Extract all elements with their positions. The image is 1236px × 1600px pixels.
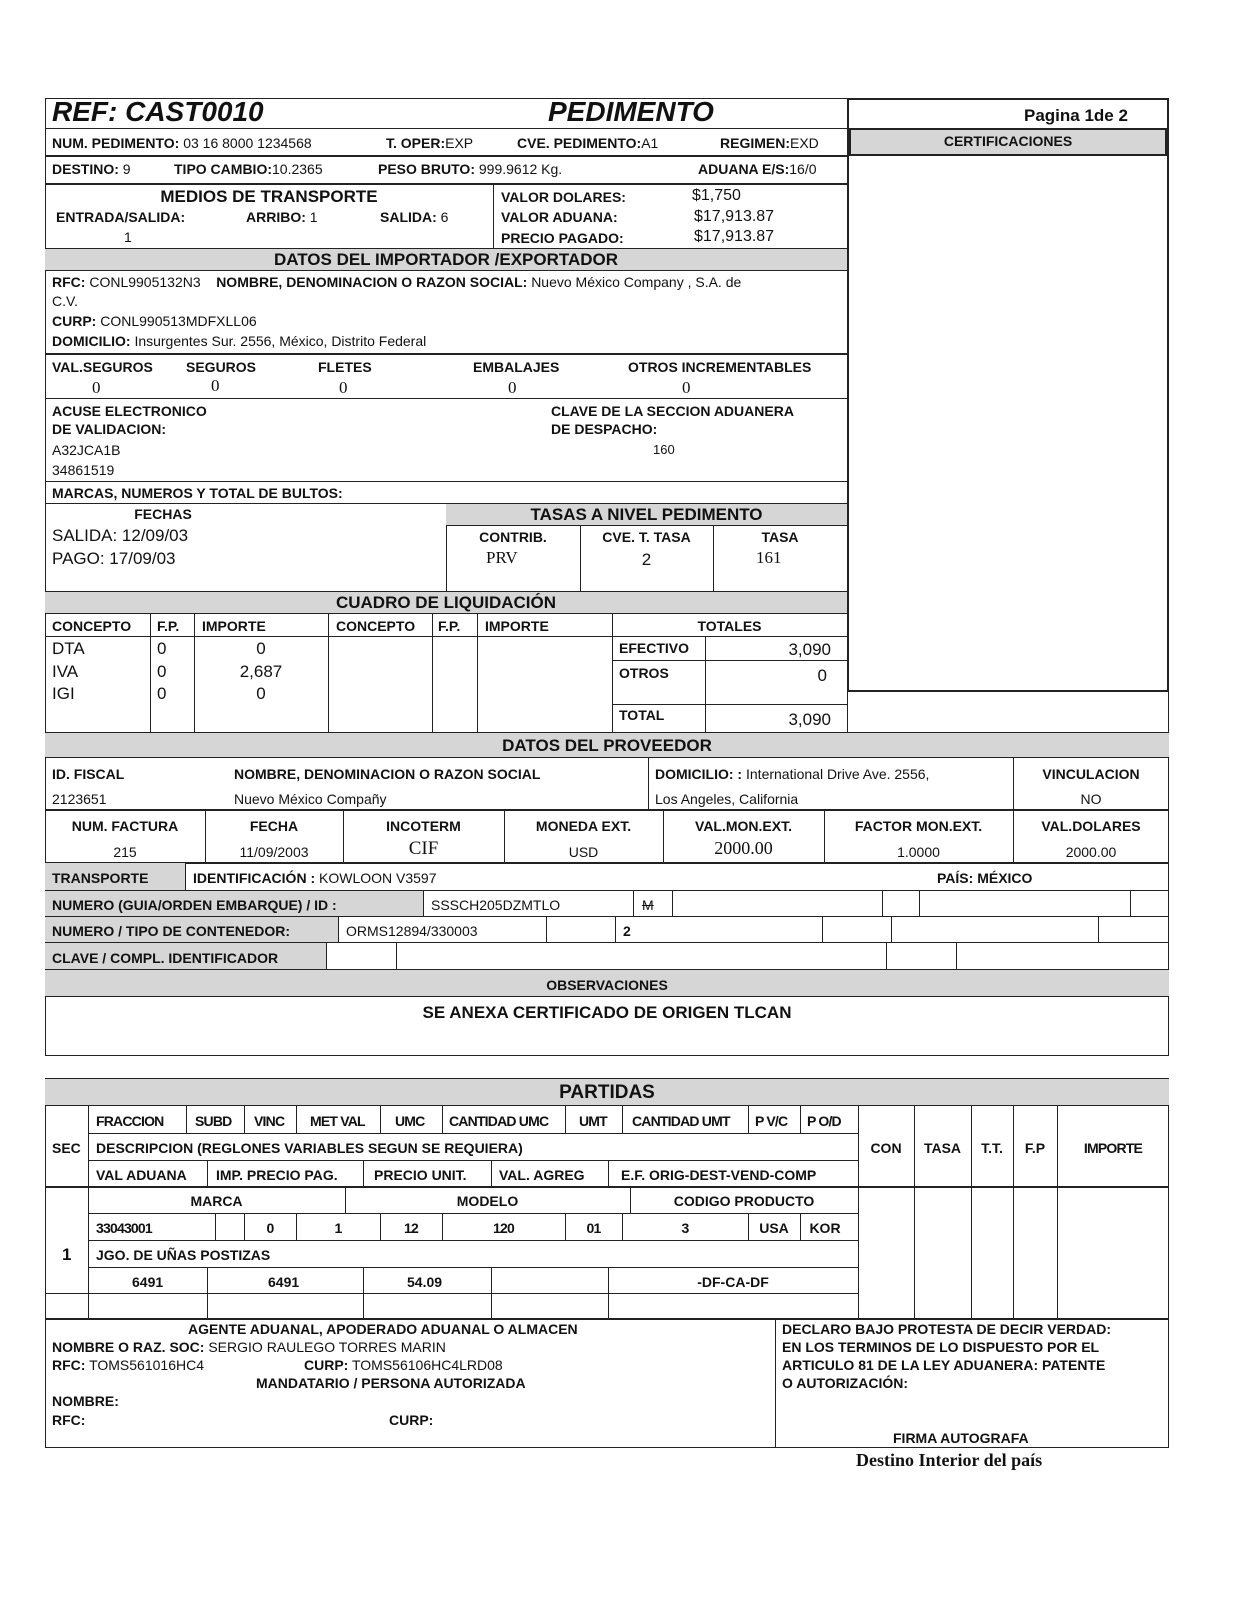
partidas-h-ef-orig: E.F. ORIG-DEST-VEND-COMP <box>621 1167 817 1183</box>
liq-row-fp: 0 <box>157 662 167 681</box>
contrib-value: PRV <box>486 548 518 567</box>
observaciones-title: OBSERVACIONES <box>546 977 668 993</box>
peso-bruto: PESO BRUTO: 999.9612 Kg. <box>378 161 563 177</box>
partidas-h-tt: T.T. <box>981 1140 1003 1156</box>
partida-cantidad-umc: 120 <box>493 1220 514 1236</box>
rule <box>328 614 329 732</box>
contenedor-tipo: 2 <box>623 923 631 939</box>
fletes-value: 0 <box>339 378 348 397</box>
agente-rfc: RFC: TOMS561016HC4 <box>52 1357 204 1373</box>
partidas-h-sec: SEC <box>52 1140 81 1156</box>
partida-umc: 12 <box>404 1220 418 1236</box>
rule <box>45 128 847 129</box>
rule <box>338 916 339 942</box>
liq-row-importe: 2,687 <box>239 662 283 681</box>
partida-pod: KOR <box>809 1220 841 1236</box>
importador-title: DATOS DEL IMPORTADOR /EXPORTADOR <box>273 250 619 269</box>
partida-imp-precio: 6491 <box>268 1274 300 1290</box>
factura-num-label: NUM. FACTURA <box>71 818 179 834</box>
rule <box>45 481 847 482</box>
val-dolares-value: 2000.00 <box>1065 844 1117 860</box>
liq-row-importe: 0 <box>256 684 266 703</box>
left-col-border <box>847 98 848 732</box>
rule <box>1013 1106 1014 1318</box>
partida-fraccion: 33043001 <box>96 1220 152 1236</box>
rule <box>971 1106 972 1318</box>
rule <box>1057 1106 1058 1318</box>
liq-h-importe-1: IMPORTE <box>202 618 266 634</box>
rule <box>45 353 847 355</box>
acuse-value-2: 34861519 <box>52 462 115 478</box>
rule <box>432 614 433 732</box>
rule <box>207 1267 208 1318</box>
rule <box>45 155 847 157</box>
partidas-h-cantidad-umc: CANTIDAD UMC <box>449 1113 549 1129</box>
rule <box>186 1106 187 1133</box>
importador-domicilio: DOMICILIO: Insurgentes Sur. 2556, México, Distrito Federal <box>52 333 427 349</box>
declaro-line-3: ARTICULO 81 DE LA LEY ADUANERA: PATENTE <box>782 1357 1106 1373</box>
val-seguros-label: VAL.SEGUROS <box>52 359 153 375</box>
incoterm-value: CIF <box>408 838 439 859</box>
regimen: REGIMEN:EXD <box>720 135 819 151</box>
prov-nombre-label: NOMBRE, DENOMINACION O RAZON SOCIAL <box>234 766 541 782</box>
acuse-label-1: ACUSE ELECTRONICO <box>52 403 207 419</box>
val-mon-ext-label: VAL.MON.EXT. <box>695 818 792 834</box>
cve-t-tasa-label: CVE. T. TASA <box>602 529 691 545</box>
partida-cantidad-umt: 3 <box>681 1220 689 1236</box>
salida: SALIDA: 6 <box>380 209 449 225</box>
rule <box>615 916 616 942</box>
partidas-h-tasa: TASA <box>923 1140 962 1156</box>
prov-domicilio: DOMICILIO: : International Drive Ave. 2556, <box>655 766 930 782</box>
guia-tipo: M <box>642 897 654 913</box>
rule <box>207 1160 208 1186</box>
rule <box>1098 916 1099 942</box>
fletes-label: FLETES <box>318 359 372 375</box>
val-mon-ext-value: 2000.00 <box>714 838 773 858</box>
id-fiscal-value: 2123651 <box>52 791 107 807</box>
liq-row-importe: 0 <box>256 639 266 658</box>
seguros-value: 0 <box>211 376 220 395</box>
partida-sec: 1 <box>62 1245 72 1264</box>
efectivo-value: 3,090 <box>788 640 831 659</box>
mandatario-curp-label: CURP: <box>389 1412 434 1428</box>
rule <box>493 183 494 248</box>
rule <box>244 1106 245 1133</box>
embalajes-label: EMBALAJES <box>473 359 560 375</box>
marcas-label: MARCAS, NUMEROS Y TOTAL DE BULTOS: <box>52 485 343 501</box>
rule <box>380 1106 381 1133</box>
otros-label: OTROS <box>619 665 669 681</box>
liq-h-concepto-2: CONCEPTO <box>336 618 416 634</box>
partidas-h-umc: UMC <box>395 1113 425 1129</box>
cve-pedimento: CVE. PEDIMENTO:A1 <box>517 135 659 151</box>
clave-seccion-label-1: CLAVE DE LA SECCION ADUANERA <box>551 403 794 419</box>
total-value: 3,090 <box>788 710 831 729</box>
rule <box>633 890 634 916</box>
declaro-line-2: EN LOS TERMINOS DE LO DISPUESTO POR EL <box>782 1339 1100 1355</box>
valor-aduana-label: VALOR ADUANA: <box>501 209 618 225</box>
valor-aduana: $17,913.87 <box>694 208 775 225</box>
partida-precio-unit: 54.09 <box>407 1274 443 1290</box>
liq-row-fp: 0 <box>157 684 167 703</box>
liq-h-concepto-1: CONCEPTO <box>52 618 132 634</box>
rule <box>442 1106 443 1133</box>
rule <box>215 1213 216 1240</box>
rule <box>423 890 424 916</box>
partidas-h-codigo: CODIGO PRODUCTO <box>673 1193 815 1209</box>
mandatario-nombre-label: NOMBRE: <box>52 1393 119 1409</box>
factor-mon-ext-label: FACTOR MON.EXT. <box>854 818 983 834</box>
liq-h-fp-1: F.P. <box>157 618 180 634</box>
contenedor-label: NUMERO / TIPO DE CONTENEDOR: <box>52 923 291 939</box>
guia-value: SSSCH205DZMTLO <box>431 897 561 913</box>
page-number: Pagina 1de 2 <box>1024 106 1128 125</box>
rule <box>45 809 1169 811</box>
liq-h-importe-2: IMPORTE <box>485 618 549 634</box>
prov-domicilio-2: Los Angeles, California <box>655 791 799 807</box>
agente-nombre: NOMBRE O RAZ. SOC: SERGIO RAULEGO TORRES MARIN <box>52 1339 446 1355</box>
acuse-value-1: A32JCA1B <box>52 442 121 458</box>
liq-h-fp-2: F.P. <box>438 618 461 634</box>
rule <box>612 704 847 705</box>
total-label: TOTAL <box>619 707 665 723</box>
factura-fecha-label: FECHA <box>249 818 299 834</box>
rule <box>88 1213 858 1214</box>
partida-descripcion: JGO. DE UÑAS POSTIZAS <box>96 1247 271 1263</box>
contenedor-value: ORMS12894/330003 <box>346 923 478 939</box>
partidas-h-precio-unit: PRECIO UNIT. <box>374 1167 467 1183</box>
observaciones-text: SE ANEXA CERTIFICADO DE ORIGEN TLCAN <box>422 1003 792 1022</box>
rule <box>363 1160 364 1186</box>
tasas-title: TASAS A NIVEL PEDIMENTO <box>530 505 763 524</box>
otros-value: 0 <box>817 666 827 685</box>
partidas-h-pod: P O/D <box>807 1113 841 1129</box>
liquidacion-title: CUADRO DE LIQUIDACIÓN <box>335 593 557 612</box>
val-dolares-label: VAL.DOLARES <box>1041 818 1141 834</box>
medios-transporte-title: MEDIOS DE TRANSPORTE <box>160 187 378 206</box>
partidas-h-subd: SUBD <box>195 1113 232 1129</box>
efectivo-label: EFECTIVO <box>619 640 690 656</box>
rule <box>45 862 1169 864</box>
partidas-h-cantidad-umt: CANTIDAD UMT <box>632 1113 730 1129</box>
tipo-cambio: TIPO CAMBIO:10.2365 <box>174 161 323 177</box>
partida-val-aduana: 6491 <box>132 1274 164 1290</box>
ref-title: REF: CAST0010 <box>52 96 264 127</box>
rule <box>822 916 823 942</box>
rule <box>363 1267 364 1318</box>
rule <box>45 636 847 637</box>
rule <box>882 890 883 916</box>
partidas-h-con: CON <box>870 1140 902 1156</box>
rule <box>622 1106 623 1133</box>
rule <box>612 614 613 732</box>
rule <box>88 1240 858 1241</box>
rule <box>775 1318 776 1448</box>
partidas-h-importe: IMPORTE <box>1083 1140 1143 1156</box>
aduana-es: ADUANA E/S:16/0 <box>698 161 817 177</box>
identificacion: IDENTIFICACIÓN : KOWLOON V3597 <box>193 870 437 886</box>
partidas-h-pvc: P V/C <box>755 1113 788 1129</box>
partidas-h-val-agreg: VAL. AGREG <box>499 1167 585 1183</box>
val-seguros-value: 0 <box>92 378 101 397</box>
rule <box>565 1106 566 1133</box>
rule <box>88 1160 858 1161</box>
otros-value: 0 <box>682 378 691 397</box>
doc-title: PEDIMENTO <box>548 96 714 127</box>
guia-label: NUMERO (GUIA/ORDEN EMBARQUE) / ID : <box>52 897 337 913</box>
partidas-h-descripcion: DESCRIPCION (REGLONES VARIABLES SEGUN SE REQUIERA) <box>96 1140 523 1156</box>
rule <box>396 942 397 969</box>
clave-seccion-value: 160 <box>653 442 675 457</box>
partidas-h-fraccion: FRACCION <box>96 1113 164 1129</box>
partidas-h-umt: UMT <box>579 1113 607 1129</box>
agente-curp: CURP: TOMS56106HC4LRD08 <box>304 1357 503 1373</box>
partida-ef-orig: -DF-CA-DF <box>697 1274 769 1290</box>
rule <box>491 1267 492 1318</box>
footer-destino: Destino Interior del país <box>856 1450 1043 1470</box>
otros-incrementables-label: OTROS INCREMENTABLES <box>628 359 812 375</box>
liq-h-totales: TOTALES <box>697 618 762 634</box>
factor-mon-ext-value: 1.0000 <box>897 844 940 860</box>
mandatario-title: MANDATARIO / PERSONA AUTORIZADA <box>256 1375 526 1391</box>
incoterm-label: INCOTERM <box>386 818 461 834</box>
rule <box>88 1267 858 1268</box>
partidas-h-vinc: VINC <box>254 1113 285 1129</box>
partidas-h-met-val: MET VAL <box>310 1113 365 1129</box>
rule <box>150 614 151 732</box>
rule <box>648 758 649 810</box>
rule <box>185 863 186 890</box>
liq-row-fp: 0 <box>157 639 167 658</box>
clave-label: CLAVE / COMPL. IDENTIFICADOR <box>52 950 279 966</box>
rule <box>45 1186 1169 1188</box>
rule <box>858 1106 859 1318</box>
precio-pagado-label: PRECIO PAGADO: <box>501 230 624 246</box>
moneda-ext-label: MONEDA EXT. <box>535 818 632 834</box>
id-fiscal-label: ID. FISCAL <box>52 766 125 782</box>
importador-nombre-cont: C.V. <box>52 293 78 309</box>
rule <box>800 1106 801 1133</box>
fecha-salida: SALIDA: 12/09/03 <box>52 526 189 545</box>
certificaciones-box <box>847 98 1169 692</box>
clave-seccion-label-2: DE DESPACHO: <box>551 421 658 437</box>
entrada-salida-label: ENTRADA/SALIDA: <box>56 209 186 225</box>
rule <box>45 398 847 399</box>
arribo: ARRIBO: 1 <box>246 209 318 225</box>
partidas-h-modelo: MODELO <box>456 1193 519 1209</box>
partidas-title: PARTIDAS <box>559 1082 655 1103</box>
seguros-label: SEGUROS <box>186 359 257 375</box>
vinculacion-value: NO <box>1080 791 1102 807</box>
rule <box>491 1160 492 1186</box>
certificaciones-label: CERTIFICACIONES <box>943 133 1073 149</box>
mandatario-rfc-label: RFC: <box>52 1412 86 1428</box>
rule <box>886 942 887 969</box>
rule <box>88 1133 858 1134</box>
rule <box>1130 890 1131 916</box>
factura-num-value: 215 <box>113 844 137 860</box>
partidas-h-marca: MARCA <box>190 1193 243 1209</box>
acuse-label-2: DE VALIDACION: <box>52 421 167 437</box>
factura-fecha-value: 11/09/2003 <box>239 844 309 860</box>
partida-umt: 01 <box>586 1220 601 1236</box>
liq-row-concepto: IVA <box>52 662 79 681</box>
rule <box>88 1106 89 1318</box>
partida-met-val: 1 <box>334 1220 342 1236</box>
pais: PAÍS: MÉXICO <box>937 870 1033 886</box>
partida-pvc: USA <box>759 1220 789 1236</box>
declaro-line-4: O AUTORIZACIÓN: <box>782 1375 908 1391</box>
precio-pagado: $17,913.87 <box>694 228 775 245</box>
contrib-label: CONTRIB. <box>479 529 547 545</box>
rule <box>45 1293 858 1294</box>
entrada-salida-value: 1 <box>124 229 132 245</box>
rule <box>612 660 847 661</box>
tasa-value: 161 <box>756 548 782 567</box>
declaro-line-1: DECLARO BAJO PROTESTA DE DECIR VERDAD: <box>782 1321 1112 1337</box>
rule <box>748 1106 749 1133</box>
rule <box>477 614 478 732</box>
embalajes-value: 0 <box>508 378 517 397</box>
num-pedimento: NUM. PEDIMENTO: 03 16 8000 1234568 <box>52 135 312 151</box>
rule <box>546 916 547 942</box>
rule <box>296 1106 297 1133</box>
fecha-pago: PAGO: 17/09/03 <box>52 549 176 568</box>
liq-row-concepto: DTA <box>52 639 85 658</box>
transporte-label: TRANSPORTE <box>52 870 149 886</box>
valor-dolares-label: VALOR DOLARES: <box>501 189 626 205</box>
valor-dolares: $1,750 <box>692 187 741 204</box>
t-oper: T. OPER:EXP <box>386 135 474 151</box>
rule <box>914 1106 915 1318</box>
prov-nombre-value: Nuevo México Compañy <box>234 791 387 807</box>
importador-rfc-line: RFC: CONL9905132N3 NOMBRE, DENOMINACION O RAZON SOCIAL: Nuevo México Company , S.A. de <box>52 274 742 290</box>
rule <box>919 890 920 916</box>
fechas-title: FECHAS <box>134 506 192 522</box>
partidas-h-fp: F.P <box>1024 1140 1046 1156</box>
partidas-h-imp-precio: IMP. PRECIO PAG. <box>216 1167 338 1183</box>
liq-row-concepto: IGI <box>52 684 75 703</box>
cve-t-tasa-value: 2 <box>641 550 652 569</box>
destino: DESTINO: 9 <box>52 161 131 177</box>
partidas-h-val-aduana: VAL ADUANA <box>96 1167 187 1183</box>
rule <box>891 916 892 942</box>
rule <box>45 183 847 185</box>
vinculacion-label: VINCULACION <box>1042 766 1140 782</box>
agente-title: AGENTE ADUANAL, APODERADO ADUANAL O ALMACEN <box>188 1321 578 1337</box>
rule <box>672 890 673 916</box>
moneda-ext-value: USD <box>568 844 599 860</box>
tasa-label: TASA <box>761 529 799 545</box>
rule <box>956 942 957 969</box>
rule <box>326 942 327 969</box>
proveedor-title: DATOS DEL PROVEEDOR <box>502 736 712 755</box>
importador-curp: CURP: CONL990513MDFXLL06 <box>52 313 257 329</box>
firma-autografa: FIRMA AUTOGRAFA <box>893 1430 1029 1446</box>
partida-vinc: 0 <box>266 1220 274 1236</box>
rule <box>45 1318 1169 1320</box>
rule <box>608 1160 609 1186</box>
